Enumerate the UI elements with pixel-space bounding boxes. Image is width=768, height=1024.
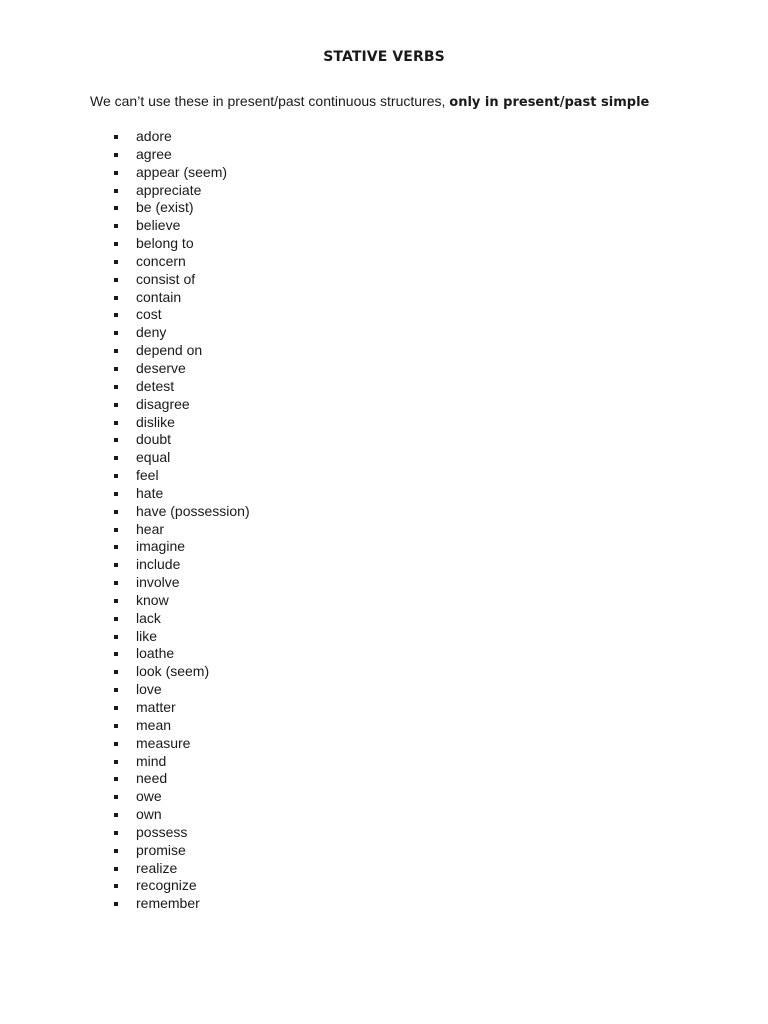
verb-text: consist of (136, 270, 196, 287)
list-item (0, 538, 250, 556)
list-item (0, 842, 250, 860)
verb-text: look (seem) (136, 663, 210, 680)
list-item (0, 253, 250, 271)
list-item (0, 895, 250, 913)
square-bullet-icon (114, 313, 118, 317)
verb-text: adore (136, 128, 172, 144)
square-bullet-icon (114, 135, 118, 139)
square-bullet-icon (114, 278, 118, 282)
verb-text: belong to (136, 235, 194, 252)
list-item (0, 396, 250, 414)
square-bullet-icon (114, 153, 118, 157)
square-bullet-icon (114, 492, 118, 496)
square-bullet-icon (114, 617, 118, 621)
square-bullet-icon (114, 742, 118, 746)
verb-text: owe (136, 788, 162, 805)
list-item (0, 164, 250, 182)
verb-text: know (136, 591, 169, 608)
list-item (0, 770, 250, 788)
verb-text: detest (136, 377, 175, 394)
square-bullet-icon (114, 902, 118, 906)
verb-text: contain (136, 288, 182, 305)
verb-text: appreciate (136, 181, 202, 198)
verb-text: cost (136, 306, 162, 323)
verb-text: hate (136, 484, 164, 501)
verb-text: involve (136, 574, 180, 591)
square-bullet-icon (114, 242, 118, 246)
square-bullet-icon (114, 349, 118, 353)
square-bullet-icon (114, 474, 118, 478)
list-item (0, 753, 250, 771)
list-item (0, 824, 250, 842)
verb-text: lack (136, 609, 161, 626)
verb-text: own (136, 806, 162, 823)
verb-text: hear (136, 520, 165, 537)
list-item (0, 449, 250, 467)
verb-text: measure (136, 734, 191, 751)
list-item (0, 378, 250, 396)
list-item (0, 735, 250, 753)
list-item (0, 467, 250, 485)
list-item (0, 414, 250, 432)
intro-text: We can’t use these in present/past continuous structures, (90, 93, 450, 109)
square-bullet-icon (114, 706, 118, 710)
list-item (0, 324, 250, 342)
list-item (0, 806, 250, 824)
square-bullet-icon (114, 724, 118, 728)
verb-text: deny (136, 324, 167, 341)
square-bullet-icon (114, 884, 118, 888)
list-item (0, 306, 250, 324)
verb-text: disagree (136, 395, 190, 412)
list-item (0, 574, 250, 592)
square-bullet-icon (114, 171, 118, 175)
list-item (0, 485, 250, 503)
verb-text: feel (136, 467, 159, 484)
square-bullet-icon (114, 438, 118, 442)
square-bullet-icon (114, 206, 118, 210)
square-bullet-icon (114, 189, 118, 193)
square-bullet-icon (114, 403, 118, 407)
verb-text: like (136, 627, 158, 644)
verb-text: possess (136, 823, 188, 840)
list-item (0, 610, 250, 628)
square-bullet-icon (114, 528, 118, 532)
verb-text: equal (136, 449, 171, 466)
intro-paragraph (90, 93, 649, 110)
list-item (0, 271, 250, 289)
square-bullet-icon (114, 652, 118, 656)
verb-text: dislike (136, 413, 175, 430)
square-bullet-icon (114, 510, 118, 514)
verb-text: recognize (136, 877, 197, 894)
list-item (0, 199, 250, 217)
list-item (0, 128, 250, 146)
list-item (0, 342, 250, 360)
square-bullet-icon (114, 670, 118, 674)
list-item (0, 592, 250, 610)
list-item (0, 645, 250, 663)
list-item (0, 717, 250, 735)
list-item (0, 681, 250, 699)
verb-text: believe (136, 217, 181, 234)
verb-text: remember (136, 895, 200, 912)
verb-text: include (136, 556, 181, 573)
verb-text: doubt (136, 431, 172, 448)
list-item (0, 521, 250, 539)
square-bullet-icon (114, 563, 118, 567)
verb-text: imagine (136, 538, 186, 555)
verb-text: deserve (136, 359, 186, 376)
verb-text: mind (136, 752, 167, 769)
list-item (0, 503, 250, 521)
verb-text: concern (136, 252, 186, 269)
square-bullet-icon (114, 599, 118, 603)
square-bullet-icon (114, 867, 118, 871)
square-bullet-icon (114, 385, 118, 389)
square-bullet-icon (114, 581, 118, 585)
list-item (0, 289, 250, 307)
list-item (0, 699, 250, 717)
square-bullet-icon (114, 421, 118, 425)
list-item (0, 431, 250, 449)
verb-text: agree (136, 145, 172, 162)
list-item (0, 663, 250, 681)
verb-text: loathe (136, 645, 175, 662)
list-item (0, 235, 250, 253)
verb-text: mean (136, 716, 172, 733)
list-item (0, 628, 250, 646)
list-item (0, 146, 250, 164)
square-bullet-icon (114, 260, 118, 264)
square-bullet-icon (114, 688, 118, 692)
list-item (0, 182, 250, 200)
verb-text: realize (136, 859, 178, 876)
square-bullet-icon (114, 367, 118, 371)
square-bullet-icon (114, 831, 118, 835)
list-item (0, 788, 250, 806)
list-item (0, 217, 250, 235)
square-bullet-icon (114, 849, 118, 853)
square-bullet-icon (114, 635, 118, 639)
verb-text: need (136, 770, 168, 787)
verb-text: appear (seem) (136, 163, 228, 180)
verb-text: be (exist) (136, 199, 194, 216)
page-title: STATIVE VERBS (323, 49, 445, 65)
square-bullet-icon (114, 224, 118, 228)
verb-text: matter (136, 699, 176, 715)
square-bullet-icon (114, 545, 118, 549)
list-item (0, 860, 250, 878)
verb-text: promise (136, 841, 186, 858)
list-item (0, 360, 250, 378)
verb-text: depend on (136, 342, 203, 359)
square-bullet-icon (114, 777, 118, 781)
intro-emphasis: only in present/past simple (449, 95, 650, 110)
list-item (0, 877, 250, 895)
list-item (0, 556, 250, 574)
square-bullet-icon (114, 813, 118, 817)
square-bullet-icon (114, 795, 118, 799)
square-bullet-icon (114, 760, 118, 764)
verb-text: have (possession) (136, 502, 250, 519)
square-bullet-icon (114, 456, 118, 460)
square-bullet-icon (114, 296, 118, 300)
verb-list (0, 128, 250, 913)
verb-text: love (136, 681, 162, 698)
square-bullet-icon (114, 331, 118, 335)
